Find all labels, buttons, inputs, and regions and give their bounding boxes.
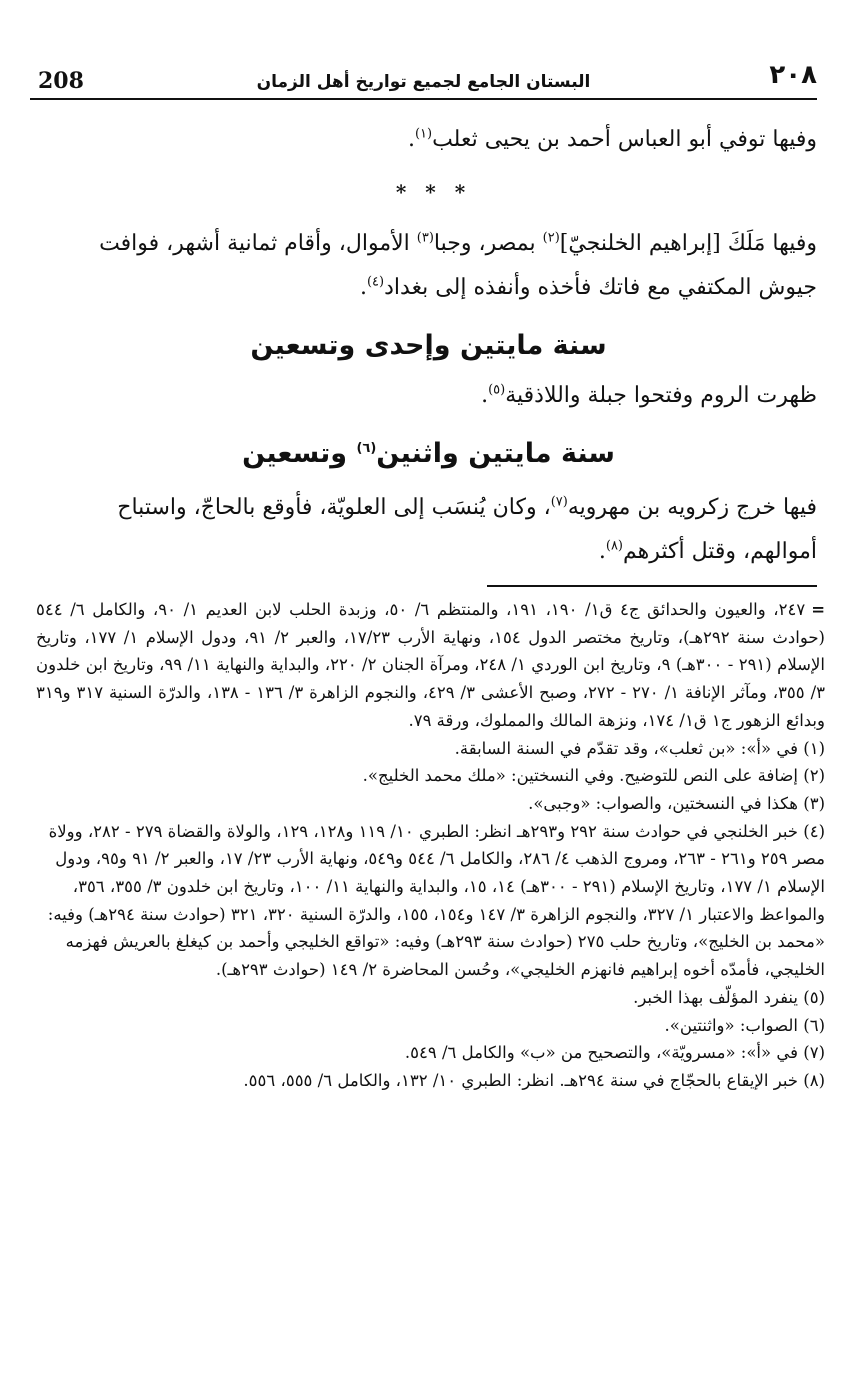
paragraph-text: ، وكان يُنسَب إلى العلويّة، فأوقع بالحاجّ، واستباح أموالهم، وقتل أكثرهم <box>117 495 817 564</box>
footnote-ref-3[interactable]: (٣) <box>416 230 434 246</box>
footnote-rule <box>487 585 817 587</box>
footnote-text: إضافة على النص للتوضيح. وفي النسختين: «ملك محمد الخليج». <box>362 766 798 786</box>
page-number-latin: 208 <box>38 68 84 94</box>
footnote-text: ينفرد المؤلّف بهذا الخبر. <box>633 987 798 1007</box>
footnote-6 <box>36 1012 825 1040</box>
footnote-text: في «أ»: «مسرويّة»، والتصحيح من «ب» والكامل ٦/ ٥٤٩. <box>404 1043 798 1063</box>
page-header <box>30 58 817 100</box>
paragraph-text: ظهرت الروم وفتحوا جبلة واللاذقية <box>505 383 817 408</box>
footnote-ref-8[interactable]: (٨) <box>605 538 623 554</box>
paragraph-end: . <box>359 275 367 300</box>
section-heading-292 <box>40 438 817 469</box>
footnote-number: (٣) <box>803 793 825 813</box>
footnote-number: (٦) <box>803 1015 825 1035</box>
footnote-number: (٢) <box>803 766 825 786</box>
paragraph-text: بمصر، وجبا <box>433 231 543 256</box>
paragraph-zakruya <box>40 486 817 574</box>
footnote-number: (٧) <box>803 1043 825 1063</box>
footnote-3 <box>36 790 825 818</box>
heading-text: سنة مايتين واثنين <box>376 438 615 469</box>
footnote-ref-7[interactable]: (٧) <box>550 494 568 510</box>
footnote-2 <box>36 762 825 790</box>
paragraph-tha-lab <box>40 118 817 162</box>
page-number-arabic: ٢٠٨ <box>769 60 817 90</box>
section-heading-291: سنة مايتين وإحدى وتسعين <box>250 330 607 361</box>
footnote-1 <box>36 735 825 763</box>
paragraph-end: . <box>407 127 415 152</box>
paragraph-text: الأموال، وأقام ثمانية أشهر، فوافت جيوش المكتفي مع فاتك فأخذه وأنفذه إلى بغداد <box>99 231 817 300</box>
continued-marker: = <box>811 600 826 619</box>
paragraph-end: . <box>598 539 606 564</box>
footnote-number: (٨) <box>803 1070 825 1090</box>
footnote-ref-6[interactable]: (٦) <box>356 441 377 456</box>
paragraph-text: فيها خرج زكرويه بن مهرويه <box>567 495 817 520</box>
footnotes <box>36 596 825 1095</box>
footnote-number: (٥) <box>803 987 825 1007</box>
paragraph-rum <box>40 374 817 418</box>
footnote-text: في «أ»: «بن ثعلب»، وقد تقدّم في السنة السابقة. <box>454 738 798 758</box>
paragraph-khalanji <box>40 222 817 310</box>
paragraph-text: وفيها توفي أبو العباس أحمد بن يحيى ثعلب <box>432 127 817 152</box>
footnote-number: (٤) <box>803 821 825 841</box>
footnote-text: هكذا في النسختين، والصواب: «وجبى». <box>528 793 798 813</box>
footnote-ref-5[interactable]: (٥) <box>488 382 506 398</box>
footnote-text: الصواب: «واثنتين». <box>664 1015 798 1035</box>
header-rule <box>30 98 817 100</box>
paragraph-text: وفيها مَلَكَ [إبراهيم الخلنجيّ] <box>559 231 817 256</box>
footnote-8 <box>36 1067 825 1095</box>
footnote-text: ٢٤٧، والعيون والحدائق ج٤ ق١/ ١٩٠، ١٩١، والمنتظم ٦/ ٥٠، وزبدة الحلب لابن العديم ١/ ٩٠، والكامل ٦/ ٥٤٤ (حوادث سنة ٢٩٢هـ)، وتاريخ مختصر الدول ١٥٤، ونهاية الأرب ١٧/٢٣، والعبر ٢/ ٩١، ودول الإسلام ١/ ١٧٧، وتاريخ الإسلام (٢٩١ - ٣٠٠هـ) ٩، وتاريخ ابن الوردي ١/ ٢٤٨، ومرآة الجنان ٢/ ٢٢٠، والبداية والنهاية ١١/ ٩٩، وتاريخ ابن خلدون ٣/ ٣٥٥، ومآثر الإنافة ١/ ٢٧٠ - ٢٧٢، وصبح الأعشى ٣/ ٤٢٩، والنجوم الزاهرة ٣/ ١٣٦ - ١٣٨، والدرّة السنية ٣١٧ و٣١٩ وبدائع الزهور ج١ ق١/ ١٧٤، ونزهة المالك والمملوك، ورقة ٧٩. <box>36 600 826 730</box>
footnote-5 <box>36 984 825 1012</box>
footnote-7 <box>36 1039 825 1067</box>
footnote-number: (١) <box>803 738 825 758</box>
section-separator: * * * <box>395 180 472 204</box>
footnote-ref-1[interactable]: (١) <box>414 126 433 142</box>
heading-text: وتسعين <box>242 438 357 469</box>
footnote-continued <box>36 596 825 735</box>
running-title: البستان الجامع لجميع تواريخ أهل الزمان <box>256 72 591 92</box>
footnote-text: خبر الخلنجي في حوادث سنة ٢٩٢ و٢٩٣هـ انظر: الطبري ١٠/ ١١٩ و١٢٨، ١٢٩، والولاة والقضاة ٢٧٩ - ٢٨٢، وولاة مصر ٢٥٩ و٢٦١ - ٢٦٣، ومروج الذهب ٤/ ٢٨٦، والكامل ٦/ ٥٤٤ و٥٤٩، ونهاية الأرب ٢٣/ ١٧، والعبر ٢/ ٩١ و٩٥، ودول الإسلام ١/ ١٧٧، وتاريخ الإسلام (٢٩١ - ٣٠٠هـ) ١٤، ١٥، والبداية والنهاية ١١/ ١٠٠، وتاريخ ابن خلدون ٣/ ٣٥٥، ٣٥٦، والمواعظ والاعتبار ١/ ٣٢٧، والنجوم الزاهرة ٣/ ١٤٧ و١٥٤، ١٥٥، والدرّة السنية ٣٢٠، ٣٢١ (حوادث سنة ٢٩٤هـ) وفيه: «محمد بن الخليج»، وتاريخ حلب ٢٧٥ (حوادث سنة ٢٩٣هـ) وفيه: «تواقع الخليجي وأحمد بن كيغلغ بالعريش فهزمه الخليجي، فأمدّه أخوه إبراهيم فانهزم الخليجي»، وحُسن المحاضرة ٢/ ١٤٩ (حوادث ٢٩٣هـ). <box>47 821 825 980</box>
footnote-4 <box>36 818 825 984</box>
footnote-ref-4[interactable]: (٤) <box>366 274 385 290</box>
footnote-ref-2[interactable]: (٢) <box>542 230 560 246</box>
footnote-text: خبر الإيقاع بالحجّاج في سنة ٢٩٤هـ. انظر: الطبري ١٠/ ١٣٢، والكامل ٦/ ٥٥٥، ٥٥٦. <box>243 1070 798 1090</box>
paragraph-end: . <box>481 383 489 408</box>
